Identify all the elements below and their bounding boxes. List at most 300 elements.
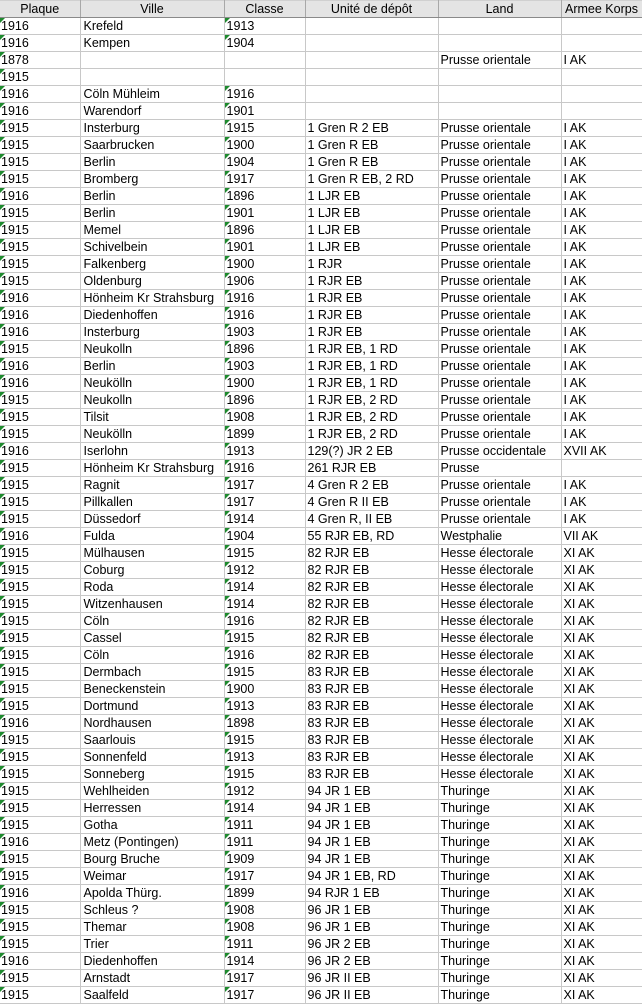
unite-cell[interactable]: 261 RJR EB xyxy=(305,460,438,477)
plaque-cell[interactable]: 1915 xyxy=(0,460,80,477)
classe-cell[interactable]: 1904 xyxy=(224,154,305,171)
unite-cell[interactable]: 96 JR II EB xyxy=(305,970,438,987)
land-cell[interactable]: Thuringe xyxy=(438,936,561,953)
land-cell[interactable]: Hesse électorale xyxy=(438,664,561,681)
classe-cell[interactable]: 1913 xyxy=(224,18,305,35)
korps-cell[interactable]: XI AK xyxy=(561,715,642,732)
classe-cell[interactable]: 1896 xyxy=(224,188,305,205)
ville-cell[interactable]: Neukölln xyxy=(80,426,224,443)
plaque-cell[interactable]: 1915 xyxy=(0,69,80,86)
plaque-cell[interactable]: 1915 xyxy=(0,477,80,494)
ville-cell[interactable]: Weimar xyxy=(80,868,224,885)
korps-cell[interactable] xyxy=(561,86,642,103)
land-cell[interactable]: Hesse électorale xyxy=(438,596,561,613)
land-cell[interactable]: Thuringe xyxy=(438,885,561,902)
plaque-cell[interactable]: 1916 xyxy=(0,885,80,902)
classe-cell[interactable]: 1901 xyxy=(224,205,305,222)
classe-cell[interactable]: 1913 xyxy=(224,443,305,460)
classe-cell[interactable]: 1908 xyxy=(224,902,305,919)
ville-cell[interactable]: Berlin xyxy=(80,205,224,222)
unite-cell[interactable]: 1 RJR EB, 2 RD xyxy=(305,426,438,443)
ville-cell[interactable]: Dortmund xyxy=(80,698,224,715)
ville-cell[interactable]: Cöln Mühleim xyxy=(80,86,224,103)
classe-cell[interactable]: 1901 xyxy=(224,239,305,256)
plaque-cell[interactable]: 1916 xyxy=(0,324,80,341)
land-cell[interactable]: Thuringe xyxy=(438,817,561,834)
ville-cell[interactable]: Ragnit xyxy=(80,477,224,494)
unite-cell[interactable]: 1 RJR EB, 2 RD xyxy=(305,392,438,409)
korps-cell[interactable]: I AK xyxy=(561,307,642,324)
land-cell[interactable]: Hesse électorale xyxy=(438,647,561,664)
plaque-cell[interactable]: 1915 xyxy=(0,851,80,868)
classe-cell[interactable]: 1901 xyxy=(224,103,305,120)
land-cell[interactable]: Thuringe xyxy=(438,919,561,936)
korps-cell[interactable]: I AK xyxy=(561,256,642,273)
ville-cell[interactable]: Saarlouis xyxy=(80,732,224,749)
ville-cell[interactable]: Themar xyxy=(80,919,224,936)
classe-cell[interactable]: 1896 xyxy=(224,392,305,409)
plaque-cell[interactable]: 1916 xyxy=(0,307,80,324)
ville-cell[interactable]: Bourg Bruche xyxy=(80,851,224,868)
classe-cell[interactable]: 1914 xyxy=(224,511,305,528)
korps-cell[interactable]: XI AK xyxy=(561,868,642,885)
korps-cell[interactable]: XI AK xyxy=(561,562,642,579)
classe-cell[interactable]: 1900 xyxy=(224,137,305,154)
plaque-cell[interactable]: 1915 xyxy=(0,409,80,426)
ville-cell[interactable]: Iserlohn xyxy=(80,443,224,460)
plaque-cell[interactable]: 1915 xyxy=(0,137,80,154)
ville-cell[interactable]: Diedenhoffen xyxy=(80,953,224,970)
land-cell[interactable]: Prusse orientale xyxy=(438,426,561,443)
unite-cell[interactable]: 1 Gren R 2 EB xyxy=(305,120,438,137)
land-cell[interactable]: Hesse électorale xyxy=(438,715,561,732)
land-cell[interactable]: Prusse orientale xyxy=(438,239,561,256)
land-cell[interactable]: Hesse électorale xyxy=(438,749,561,766)
korps-cell[interactable]: XI AK xyxy=(561,630,642,647)
ville-cell[interactable]: Cöln xyxy=(80,647,224,664)
classe-cell[interactable]: 1908 xyxy=(224,409,305,426)
classe-cell[interactable]: 1903 xyxy=(224,324,305,341)
land-cell[interactable]: Prusse orientale xyxy=(438,256,561,273)
land-cell[interactable]: Prusse orientale xyxy=(438,511,561,528)
plaque-cell[interactable]: 1915 xyxy=(0,562,80,579)
plaque-cell[interactable]: 1915 xyxy=(0,494,80,511)
unite-cell[interactable] xyxy=(305,69,438,86)
column-header-plaque[interactable]: Plaque xyxy=(0,1,80,18)
classe-cell[interactable]: 1915 xyxy=(224,664,305,681)
ville-cell[interactable]: Hönheim Kr Strahsburg xyxy=(80,290,224,307)
plaque-cell[interactable]: 1915 xyxy=(0,171,80,188)
unite-cell[interactable]: 1 RJR EB xyxy=(305,273,438,290)
unite-cell[interactable]: 1 Gren R EB xyxy=(305,137,438,154)
unite-cell[interactable] xyxy=(305,86,438,103)
korps-cell[interactable]: XI AK xyxy=(561,987,642,1004)
unite-cell[interactable]: 82 RJR EB xyxy=(305,562,438,579)
unite-cell[interactable] xyxy=(305,18,438,35)
classe-cell[interactable]: 1914 xyxy=(224,596,305,613)
land-cell[interactable]: Thuringe xyxy=(438,970,561,987)
land-cell[interactable]: Thuringe xyxy=(438,851,561,868)
korps-cell[interactable]: I AK xyxy=(561,205,642,222)
ville-cell[interactable]: Neukolln xyxy=(80,341,224,358)
korps-cell[interactable]: XI AK xyxy=(561,749,642,766)
korps-cell[interactable]: I AK xyxy=(561,426,642,443)
column-header-armee-korps[interactable]: Armee Korps xyxy=(561,1,642,18)
unite-cell[interactable]: 129(?) JR 2 EB xyxy=(305,443,438,460)
land-cell[interactable]: Hesse électorale xyxy=(438,579,561,596)
unite-cell[interactable]: 96 JR 2 EB xyxy=(305,936,438,953)
plaque-cell[interactable]: 1915 xyxy=(0,341,80,358)
classe-cell[interactable]: 1915 xyxy=(224,732,305,749)
unite-cell[interactable]: 96 JR 1 EB xyxy=(305,919,438,936)
land-cell[interactable]: Prusse orientale xyxy=(438,120,561,137)
ville-cell[interactable]: Sonneberg xyxy=(80,766,224,783)
korps-cell[interactable]: XI AK xyxy=(561,647,642,664)
land-cell[interactable]: Thuringe xyxy=(438,902,561,919)
plaque-cell[interactable]: 1915 xyxy=(0,239,80,256)
korps-cell[interactable]: I AK xyxy=(561,273,642,290)
land-cell[interactable]: Thuringe xyxy=(438,800,561,817)
classe-cell[interactable]: 1916 xyxy=(224,290,305,307)
classe-cell[interactable]: 1915 xyxy=(224,120,305,137)
classe-cell[interactable]: 1899 xyxy=(224,426,305,443)
ville-cell[interactable]: Arnstadt xyxy=(80,970,224,987)
korps-cell[interactable]: XI AK xyxy=(561,970,642,987)
land-cell[interactable]: Prusse orientale xyxy=(438,341,561,358)
ville-cell[interactable]: Dermbach xyxy=(80,664,224,681)
column-header-classe[interactable]: Classe xyxy=(224,1,305,18)
ville-cell[interactable]: Krefeld xyxy=(80,18,224,35)
land-cell[interactable]: Hesse électorale xyxy=(438,732,561,749)
plaque-cell[interactable]: 1916 xyxy=(0,528,80,545)
korps-cell[interactable]: I AK xyxy=(561,120,642,137)
ville-cell[interactable]: Falkenberg xyxy=(80,256,224,273)
land-cell[interactable]: Prusse xyxy=(438,460,561,477)
classe-cell[interactable]: 1911 xyxy=(224,936,305,953)
unite-cell[interactable]: 1 RJR EB, 1 RD xyxy=(305,375,438,392)
unite-cell[interactable] xyxy=(305,35,438,52)
plaque-cell[interactable]: 1915 xyxy=(0,732,80,749)
korps-cell[interactable]: XI AK xyxy=(561,953,642,970)
plaque-cell[interactable]: 1916 xyxy=(0,375,80,392)
ville-cell[interactable]: Witzenhausen xyxy=(80,596,224,613)
ville-cell[interactable] xyxy=(80,69,224,86)
column-header-ville[interactable]: Ville xyxy=(80,1,224,18)
plaque-cell[interactable]: 1916 xyxy=(0,443,80,460)
land-cell[interactable]: Prusse orientale xyxy=(438,188,561,205)
land-cell[interactable]: Hesse électorale xyxy=(438,766,561,783)
ville-cell[interactable]: Nordhausen xyxy=(80,715,224,732)
classe-cell[interactable]: 1917 xyxy=(224,987,305,1004)
plaque-cell[interactable]: 1916 xyxy=(0,86,80,103)
unite-cell[interactable]: 82 RJR EB xyxy=(305,596,438,613)
land-cell[interactable] xyxy=(438,18,561,35)
korps-cell[interactable]: XI AK xyxy=(561,834,642,851)
unite-cell[interactable] xyxy=(305,52,438,69)
classe-cell[interactable]: 1896 xyxy=(224,341,305,358)
unite-cell[interactable]: 1 LJR EB xyxy=(305,222,438,239)
unite-cell[interactable]: 1 LJR EB xyxy=(305,239,438,256)
classe-cell[interactable]: 1917 xyxy=(224,494,305,511)
unite-cell[interactable]: 94 JR 1 EB, RD xyxy=(305,868,438,885)
plaque-cell[interactable]: 1915 xyxy=(0,579,80,596)
plaque-cell[interactable]: 1915 xyxy=(0,647,80,664)
classe-cell[interactable]: 1900 xyxy=(224,256,305,273)
unite-cell[interactable]: 1 RJR EB xyxy=(305,324,438,341)
classe-cell[interactable]: 1912 xyxy=(224,562,305,579)
classe-cell[interactable]: 1915 xyxy=(224,766,305,783)
ville-cell[interactable]: Insterburg xyxy=(80,324,224,341)
ville-cell[interactable]: Mülhausen xyxy=(80,545,224,562)
korps-cell[interactable]: XVII AK xyxy=(561,443,642,460)
unite-cell[interactable]: 1 LJR EB xyxy=(305,188,438,205)
plaque-cell[interactable]: 1915 xyxy=(0,630,80,647)
korps-cell[interactable]: XI AK xyxy=(561,664,642,681)
ville-cell[interactable]: Schleus ? xyxy=(80,902,224,919)
ville-cell[interactable]: Neukolln xyxy=(80,392,224,409)
column-header-unite-de-depot[interactable]: Unité de dépôt xyxy=(305,1,438,18)
plaque-cell[interactable]: 1915 xyxy=(0,154,80,171)
ville-cell[interactable]: Fulda xyxy=(80,528,224,545)
unite-cell[interactable]: 1 Gren R EB xyxy=(305,154,438,171)
ville-cell[interactable]: Metz (Pontingen) xyxy=(80,834,224,851)
land-cell[interactable]: Thuringe xyxy=(438,834,561,851)
unite-cell[interactable]: 1 RJR EB, 2 RD xyxy=(305,409,438,426)
plaque-cell[interactable]: 1915 xyxy=(0,222,80,239)
plaque-cell[interactable]: 1915 xyxy=(0,698,80,715)
land-cell[interactable]: Hesse électorale xyxy=(438,630,561,647)
classe-cell[interactable]: 1896 xyxy=(224,222,305,239)
classe-cell[interactable] xyxy=(224,69,305,86)
korps-cell[interactable]: XI AK xyxy=(561,919,642,936)
unite-cell[interactable]: 1 Gren R EB, 2 RD xyxy=(305,171,438,188)
unite-cell[interactable]: 82 RJR EB xyxy=(305,579,438,596)
land-cell[interactable]: Prusse orientale xyxy=(438,409,561,426)
korps-cell[interactable]: XI AK xyxy=(561,545,642,562)
ville-cell[interactable]: Roda xyxy=(80,579,224,596)
unite-cell[interactable]: 82 RJR EB xyxy=(305,630,438,647)
ville-cell[interactable]: Trier xyxy=(80,936,224,953)
land-cell[interactable]: Hesse électorale xyxy=(438,698,561,715)
classe-cell[interactable]: 1917 xyxy=(224,171,305,188)
korps-cell[interactable]: I AK xyxy=(561,290,642,307)
classe-cell[interactable]: 1916 xyxy=(224,460,305,477)
land-cell[interactable]: Thuringe xyxy=(438,987,561,1004)
korps-cell[interactable]: I AK xyxy=(561,358,642,375)
ville-cell[interactable]: Berlin xyxy=(80,188,224,205)
unite-cell[interactable]: 4 Gren R, II EB xyxy=(305,511,438,528)
land-cell[interactable]: Prusse orientale xyxy=(438,324,561,341)
unite-cell[interactable]: 83 RJR EB xyxy=(305,749,438,766)
land-cell[interactable]: Prusse orientale xyxy=(438,290,561,307)
classe-cell[interactable]: 1913 xyxy=(224,749,305,766)
classe-cell[interactable]: 1899 xyxy=(224,885,305,902)
unite-cell[interactable]: 83 RJR EB xyxy=(305,766,438,783)
classe-cell[interactable]: 1898 xyxy=(224,715,305,732)
land-cell[interactable]: Prusse orientale xyxy=(438,494,561,511)
ville-cell[interactable]: Sonnenfeld xyxy=(80,749,224,766)
land-cell[interactable]: Prusse orientale xyxy=(438,171,561,188)
plaque-cell[interactable]: 1916 xyxy=(0,188,80,205)
korps-cell[interactable]: I AK xyxy=(561,222,642,239)
land-cell[interactable]: Thuringe xyxy=(438,783,561,800)
unite-cell[interactable]: 94 JR 1 EB xyxy=(305,851,438,868)
land-cell[interactable]: Thuringe xyxy=(438,953,561,970)
korps-cell[interactable]: I AK xyxy=(561,137,642,154)
classe-cell[interactable]: 1900 xyxy=(224,375,305,392)
unite-cell[interactable]: 83 RJR EB xyxy=(305,715,438,732)
classe-cell[interactable]: 1911 xyxy=(224,834,305,851)
land-cell[interactable]: Prusse orientale xyxy=(438,307,561,324)
ville-cell[interactable]: Berlin xyxy=(80,154,224,171)
korps-cell[interactable]: I AK xyxy=(561,239,642,256)
ville-cell[interactable]: Memel xyxy=(80,222,224,239)
ville-cell[interactable]: Insterburg xyxy=(80,120,224,137)
ville-cell[interactable]: Cassel xyxy=(80,630,224,647)
ville-cell[interactable]: Kempen xyxy=(80,35,224,52)
plaque-cell[interactable]: 1916 xyxy=(0,953,80,970)
plaque-cell[interactable]: 1915 xyxy=(0,545,80,562)
unite-cell[interactable]: 83 RJR EB xyxy=(305,698,438,715)
ville-cell[interactable]: Oldenburg xyxy=(80,273,224,290)
land-cell[interactable]: Prusse orientale xyxy=(438,205,561,222)
classe-cell[interactable]: 1914 xyxy=(224,579,305,596)
classe-cell[interactable]: 1915 xyxy=(224,545,305,562)
unite-cell[interactable] xyxy=(305,103,438,120)
ville-cell[interactable]: Warendorf xyxy=(80,103,224,120)
unite-cell[interactable]: 1 RJR xyxy=(305,256,438,273)
ville-cell[interactable]: Herressen xyxy=(80,800,224,817)
plaque-cell[interactable]: 1916 xyxy=(0,715,80,732)
korps-cell[interactable]: I AK xyxy=(561,52,642,69)
classe-cell[interactable]: 1906 xyxy=(224,273,305,290)
plaque-cell[interactable]: 1916 xyxy=(0,358,80,375)
unite-cell[interactable]: 96 JR II EB xyxy=(305,987,438,1004)
korps-cell[interactable]: I AK xyxy=(561,511,642,528)
classe-cell[interactable]: 1916 xyxy=(224,613,305,630)
unite-cell[interactable]: 55 RJR EB, RD xyxy=(305,528,438,545)
plaque-cell[interactable]: 1915 xyxy=(0,205,80,222)
land-cell[interactable]: Hesse électorale xyxy=(438,613,561,630)
classe-cell[interactable]: 1916 xyxy=(224,307,305,324)
land-cell[interactable]: Hesse électorale xyxy=(438,681,561,698)
korps-cell[interactable]: XI AK xyxy=(561,936,642,953)
korps-cell[interactable]: I AK xyxy=(561,494,642,511)
korps-cell[interactable] xyxy=(561,35,642,52)
ville-cell[interactable]: Wehlheiden xyxy=(80,783,224,800)
land-cell[interactable] xyxy=(438,69,561,86)
korps-cell[interactable] xyxy=(561,103,642,120)
land-cell[interactable]: Prusse occidentale xyxy=(438,443,561,460)
ville-cell[interactable]: Diedenhoffen xyxy=(80,307,224,324)
unite-cell[interactable]: 83 RJR EB xyxy=(305,732,438,749)
plaque-cell[interactable]: 1915 xyxy=(0,256,80,273)
classe-cell[interactable]: 1917 xyxy=(224,477,305,494)
unite-cell[interactable]: 83 RJR EB xyxy=(305,664,438,681)
plaque-cell[interactable]: 1915 xyxy=(0,936,80,953)
ville-cell[interactable]: Berlin xyxy=(80,358,224,375)
classe-cell[interactable]: 1917 xyxy=(224,868,305,885)
plaque-cell[interactable]: 1915 xyxy=(0,596,80,613)
land-cell[interactable]: Prusse orientale xyxy=(438,358,561,375)
ville-cell[interactable]: Saarbrucken xyxy=(80,137,224,154)
classe-cell[interactable]: 1917 xyxy=(224,970,305,987)
unite-cell[interactable]: 1 LJR EB xyxy=(305,205,438,222)
land-cell[interactable]: Westphalie xyxy=(438,528,561,545)
plaque-cell[interactable]: 1915 xyxy=(0,426,80,443)
ville-cell[interactable]: Tilsit xyxy=(80,409,224,426)
land-cell[interactable]: Prusse orientale xyxy=(438,392,561,409)
land-cell[interactable]: Prusse orientale xyxy=(438,52,561,69)
plaque-cell[interactable]: 1915 xyxy=(0,868,80,885)
classe-cell[interactable]: 1904 xyxy=(224,35,305,52)
korps-cell[interactable]: I AK xyxy=(561,375,642,392)
plaque-cell[interactable]: 1916 xyxy=(0,290,80,307)
land-cell[interactable]: Prusse orientale xyxy=(438,222,561,239)
classe-cell[interactable]: 1909 xyxy=(224,851,305,868)
unite-cell[interactable]: 4 Gren R II EB xyxy=(305,494,438,511)
unite-cell[interactable]: 82 RJR EB xyxy=(305,545,438,562)
plaque-cell[interactable]: 1916 xyxy=(0,834,80,851)
korps-cell[interactable]: XI AK xyxy=(561,698,642,715)
korps-cell[interactable] xyxy=(561,460,642,477)
ville-cell[interactable]: Beneckenstein xyxy=(80,681,224,698)
plaque-cell[interactable]: 1915 xyxy=(0,970,80,987)
classe-cell[interactable]: 1916 xyxy=(224,647,305,664)
unite-cell[interactable]: 94 RJR 1 EB xyxy=(305,885,438,902)
unite-cell[interactable]: 1 RJR EB, 1 RD xyxy=(305,358,438,375)
plaque-cell[interactable]: 1915 xyxy=(0,783,80,800)
land-cell[interactable]: Prusse orientale xyxy=(438,477,561,494)
classe-cell[interactable]: 1913 xyxy=(224,698,305,715)
ville-cell[interactable]: Saalfeld xyxy=(80,987,224,1004)
land-cell[interactable]: Prusse orientale xyxy=(438,273,561,290)
korps-cell[interactable]: I AK xyxy=(561,154,642,171)
unite-cell[interactable]: 94 JR 1 EB xyxy=(305,783,438,800)
korps-cell[interactable]: I AK xyxy=(561,392,642,409)
land-cell[interactable]: Thuringe xyxy=(438,868,561,885)
plaque-cell[interactable]: 1915 xyxy=(0,120,80,137)
land-cell[interactable]: Prusse orientale xyxy=(438,154,561,171)
korps-cell[interactable]: I AK xyxy=(561,477,642,494)
korps-cell[interactable]: XI AK xyxy=(561,885,642,902)
plaque-cell[interactable]: 1915 xyxy=(0,392,80,409)
korps-cell[interactable]: I AK xyxy=(561,188,642,205)
korps-cell[interactable]: XI AK xyxy=(561,596,642,613)
korps-cell[interactable]: XI AK xyxy=(561,851,642,868)
korps-cell[interactable]: XI AK xyxy=(561,613,642,630)
plaque-cell[interactable]: 1916 xyxy=(0,103,80,120)
ville-cell[interactable]: Neukölln xyxy=(80,375,224,392)
classe-cell[interactable]: 1908 xyxy=(224,919,305,936)
classe-cell[interactable]: 1911 xyxy=(224,817,305,834)
ville-cell[interactable]: Düssedorf xyxy=(80,511,224,528)
ville-cell[interactable]: Pillkallen xyxy=(80,494,224,511)
unite-cell[interactable]: 83 RJR EB xyxy=(305,681,438,698)
korps-cell[interactable]: I AK xyxy=(561,409,642,426)
classe-cell[interactable]: 1914 xyxy=(224,953,305,970)
classe-cell[interactable]: 1914 xyxy=(224,800,305,817)
column-header-land[interactable]: Land xyxy=(438,1,561,18)
ville-cell[interactable]: Hönheim Kr Strahsburg xyxy=(80,460,224,477)
unite-cell[interactable]: 82 RJR EB xyxy=(305,647,438,664)
korps-cell[interactable]: XI AK xyxy=(561,800,642,817)
classe-cell[interactable]: 1900 xyxy=(224,681,305,698)
korps-cell[interactable]: XI AK xyxy=(561,681,642,698)
ville-cell[interactable] xyxy=(80,52,224,69)
plaque-cell[interactable]: 1916 xyxy=(0,35,80,52)
plaque-cell[interactable]: 1915 xyxy=(0,664,80,681)
